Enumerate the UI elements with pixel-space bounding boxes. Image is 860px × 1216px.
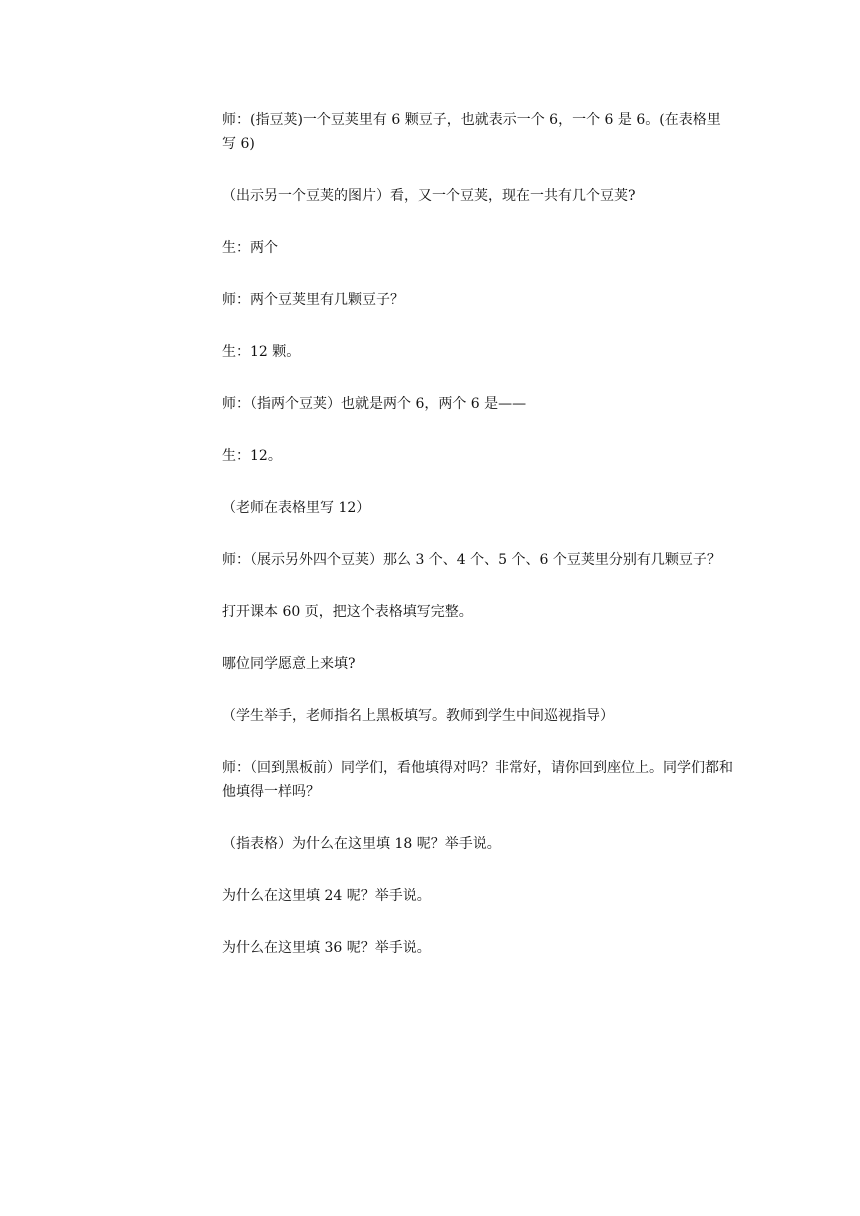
paragraph-why-24: 为什么在这里填 24 呢？举手说。: [222, 888, 431, 904]
paragraph-write-12: （老师在表格里写 12）: [222, 500, 371, 516]
paragraph-teacher-two-pods-question: 师：两个豆荚里有几颗豆子？: [222, 292, 404, 308]
paragraph-why-18: （指表格）为什么在这里填 18 呢？举手说。: [222, 836, 501, 852]
paragraph-student-12-beans: 生：12 颗。: [222, 344, 301, 360]
paragraph-teacher-back-to-board: 师：（回到黑板前）同学们，看他填得对吗？非常好，请你回到座位上。同学们都和他填得一样吗？: [222, 760, 733, 800]
document-body: [222, 108, 734, 988]
paragraph-show-another-pod: （出示另一个豆荚的图片）看，又一个豆荚，现在一共有几个豆荚?: [222, 188, 636, 204]
paragraph-students-raise-hands: （学生举手，老师指名上黑板填写。教师到学生中间巡视指导）: [222, 708, 614, 724]
paragraph-teacher-two-sixes: 师：（指两个豆荚）也就是两个 6，两个 6 是——: [222, 396, 527, 412]
paragraph-teacher-four-pods: 师：（展示另外四个豆荚）那么 3 个、4 个、5 个、6 个豆荚里分别有几颗豆子？: [222, 552, 721, 568]
paragraph-teacher-one-pod: 师：(指豆荚)一个豆荚里有 6 颗豆子，也就表示一个 6，一个 6 是 6。(在表格里写 6): [222, 112, 721, 152]
paragraph-why-36: 为什么在这里填 36 呢？举手说。: [222, 940, 431, 956]
paragraph-student-12: 生：12。: [222, 448, 282, 464]
paragraph-open-textbook: 打开课本 60 页，把这个表格填写完整。: [222, 604, 473, 620]
paragraph-student-two: 生：两个: [222, 240, 278, 256]
paragraph-who-fills: 哪位同学愿意上来填?: [222, 656, 356, 672]
